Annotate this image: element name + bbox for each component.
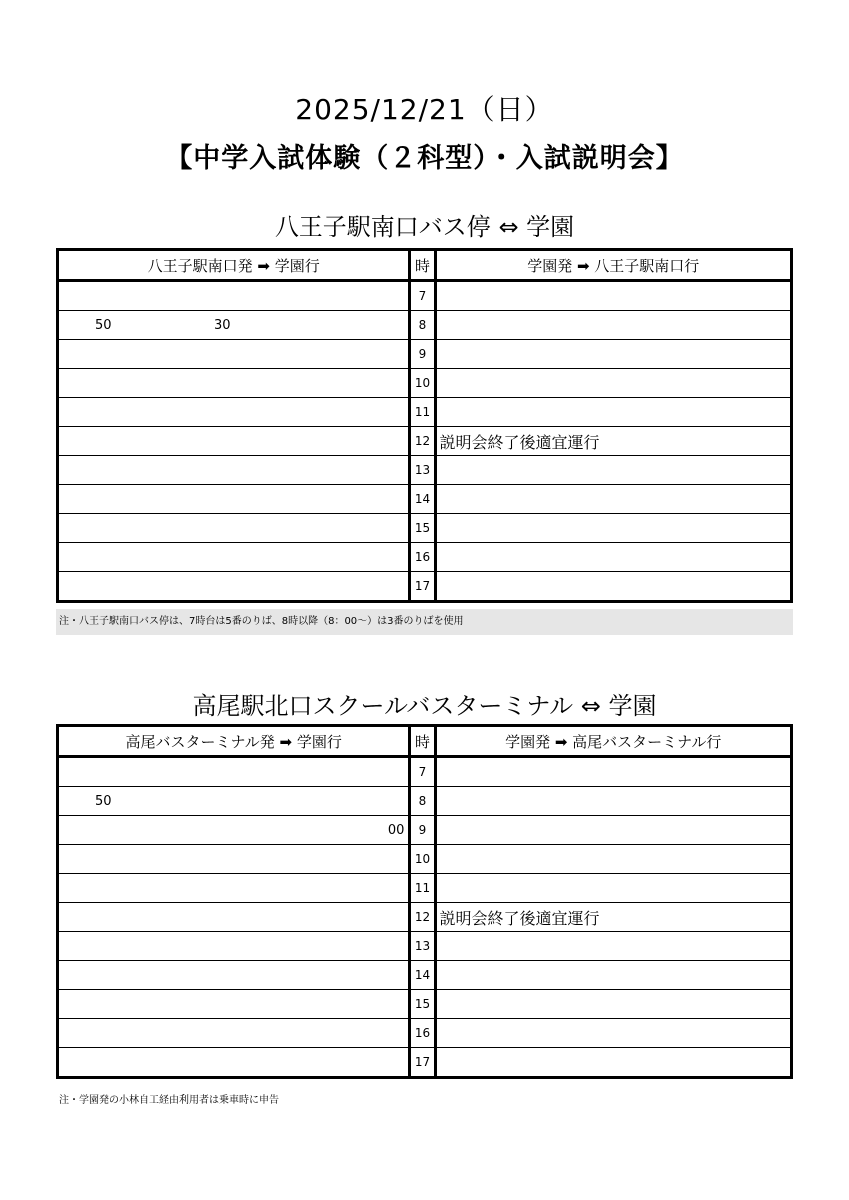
return-cell (435, 281, 791, 311)
departure-minute: 50 (95, 794, 112, 809)
return-cell: 説明会終了後適宜運行 (435, 903, 791, 932)
return-cell (435, 990, 791, 1019)
departure-minutes-cell (58, 340, 410, 369)
table-row (58, 514, 792, 543)
return-cell (435, 456, 791, 485)
return-cell (435, 816, 791, 845)
departure-minutes-cell (58, 1019, 410, 1048)
return-cell (435, 932, 791, 961)
table-row (58, 757, 792, 787)
hour-cell: 17 (410, 572, 435, 602)
departure-minutes-cell (58, 514, 410, 543)
section1-rows (58, 281, 792, 602)
return-cell (435, 1048, 791, 1078)
departure-minutes-cell (58, 845, 410, 874)
hour-cell: 8 (410, 787, 435, 816)
table-row (58, 456, 792, 485)
departure-minutes-cell (58, 903, 410, 932)
table-row (58, 874, 792, 903)
hour-cell: 16 (410, 543, 435, 572)
section2-timetable (56, 724, 793, 1079)
departure-minutes-cell (58, 398, 410, 427)
return-cell (435, 757, 791, 787)
return-cell (435, 961, 791, 990)
return-cell (435, 787, 791, 816)
event-title: 【中学入試体験（２科型）・入試説明会】 (165, 143, 684, 174)
event-date: 2025/12/21（日） (295, 93, 554, 126)
section1-timetable (56, 248, 793, 603)
departure-minutes-cell (58, 816, 410, 845)
departure-minutes-cell (58, 757, 410, 787)
table-row (58, 398, 792, 427)
hour-cell: 15 (410, 990, 435, 1019)
hour-cell: 13 (410, 932, 435, 961)
departure-minutes-cell (58, 787, 410, 816)
departure-minutes-cell (58, 990, 410, 1019)
return-cell (435, 572, 791, 602)
return-cell (435, 369, 791, 398)
hour-cell: 11 (410, 874, 435, 903)
hour-cell: 9 (410, 816, 435, 845)
section2-note: 注・学園発の小林自工経由利用者は乗車時に申告 (59, 1095, 279, 1106)
section1-title: 八王子駅南口バス停 ⇔ 学園 (274, 213, 575, 241)
return-cell (435, 1019, 791, 1048)
section1-col-depart: 八王子駅南口発 ➡ 学園行 (58, 250, 410, 281)
section2-col-return: 学園発 ➡ 高尾バスターミナル行 (435, 726, 791, 757)
table-row (58, 932, 792, 961)
departure-minutes-cell (58, 485, 410, 514)
departure-minutes-cell (58, 961, 410, 990)
hour-cell: 12 (410, 427, 435, 456)
table-row (58, 1048, 792, 1078)
return-cell (435, 845, 791, 874)
departure-minutes-cell (58, 311, 410, 340)
departure-minutes-cell (58, 427, 410, 456)
departure-minute: 50 (95, 318, 112, 333)
hour-cell: 8 (410, 311, 435, 340)
departure-minutes-cell (58, 1048, 410, 1078)
table-row (58, 961, 792, 990)
section2-rows (58, 757, 792, 1078)
departure-minutes-cell (58, 456, 410, 485)
section1-note: 注・八王子駅南口バス停は、7時台は5番のりば、8時以降（8：00～）は3番のりばを使用 (56, 609, 793, 635)
hour-cell: 7 (410, 757, 435, 787)
hour-cell: 17 (410, 1048, 435, 1078)
departure-minutes-cell (58, 932, 410, 961)
table-row (58, 311, 792, 340)
hour-cell: 10 (410, 845, 435, 874)
table-row (58, 281, 792, 311)
departure-minutes-cell (58, 369, 410, 398)
table-row (58, 485, 792, 514)
table-row (58, 543, 792, 572)
departure-minute: 30 (214, 318, 231, 333)
hour-cell: 7 (410, 281, 435, 311)
section2-col-depart: 高尾バスターミナル発 ➡ 学園行 (58, 726, 410, 757)
section2-col-hour: 時 (410, 726, 435, 757)
return-cell: 説明会終了後適宜運行 (435, 427, 791, 456)
departure-minutes-cell (58, 572, 410, 602)
table-row (58, 845, 792, 874)
hour-cell: 9 (410, 340, 435, 369)
return-cell (435, 514, 791, 543)
return-cell (435, 340, 791, 369)
departure-minutes-cell (58, 543, 410, 572)
table-row (58, 903, 792, 932)
departure-minutes-cell (58, 281, 410, 311)
hour-cell: 11 (410, 398, 435, 427)
table-row (58, 572, 792, 602)
table-row (58, 1019, 792, 1048)
return-cell (435, 485, 791, 514)
section1-col-hour: 時 (410, 250, 435, 281)
hour-cell: 14 (410, 485, 435, 514)
hour-cell: 14 (410, 961, 435, 990)
return-cell (435, 398, 791, 427)
departure-minute: 00 (387, 823, 405, 838)
table-row (58, 816, 792, 845)
table-row (58, 787, 792, 816)
table-row (58, 340, 792, 369)
section1-col-return: 学園発 ➡ 八王子駅南口行 (435, 250, 791, 281)
table-row (58, 990, 792, 1019)
hour-cell: 15 (410, 514, 435, 543)
return-cell (435, 543, 791, 572)
table-row (58, 427, 792, 456)
hour-cell: 10 (410, 369, 435, 398)
section2-title: 高尾駅北口スクールバスターミナル ⇔ 学園 (192, 692, 657, 720)
return-cell (435, 874, 791, 903)
table-row (58, 369, 792, 398)
return-cell (435, 311, 791, 340)
departure-minutes-cell (58, 874, 410, 903)
hour-cell: 12 (410, 903, 435, 932)
hour-cell: 13 (410, 456, 435, 485)
hour-cell: 16 (410, 1019, 435, 1048)
